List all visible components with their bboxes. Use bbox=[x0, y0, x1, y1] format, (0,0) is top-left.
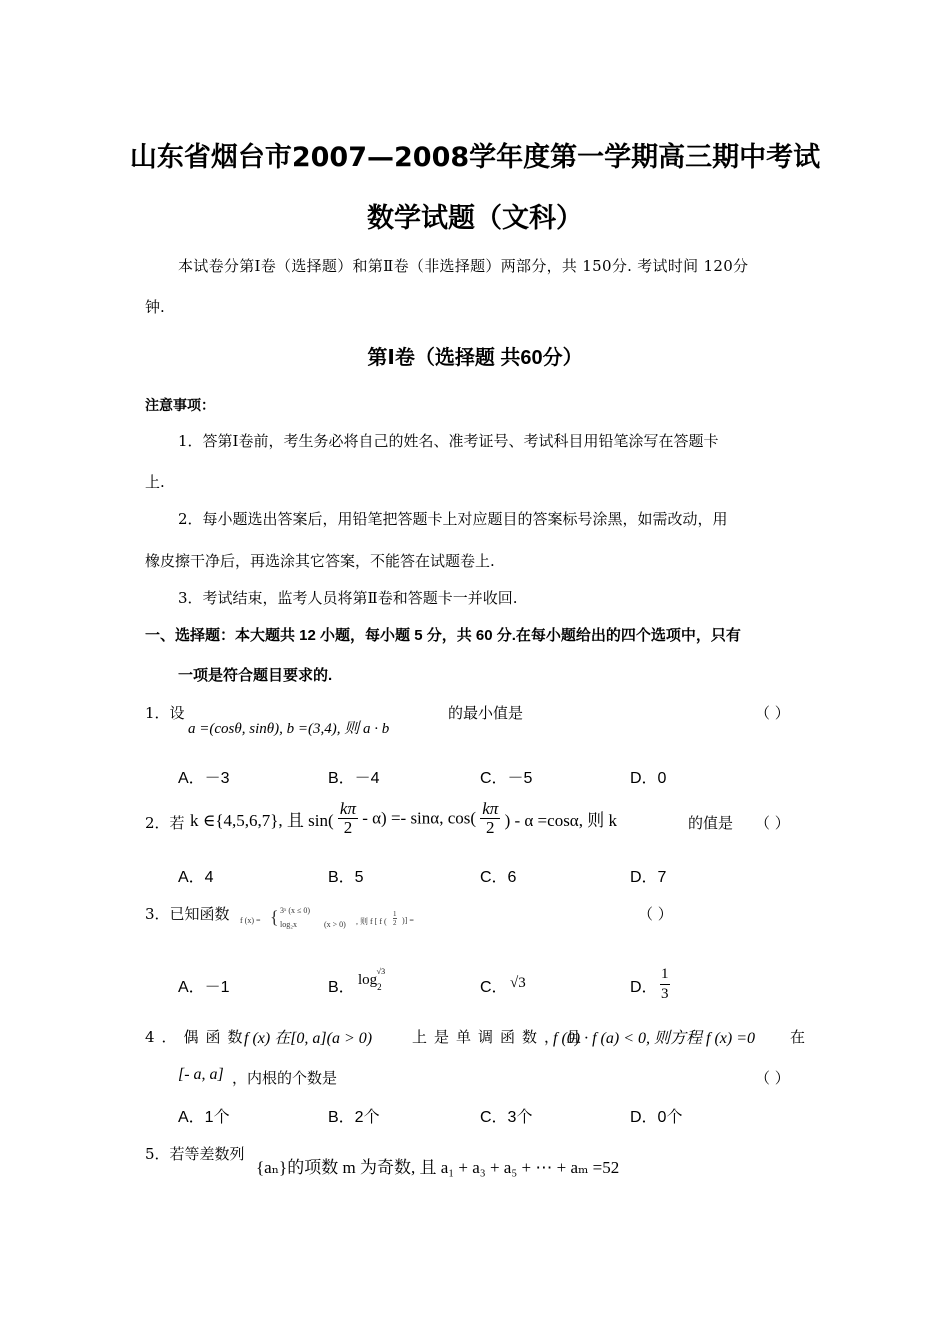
q3-option-b-value bbox=[358, 967, 390, 992]
q4-option-a: A．1个 bbox=[178, 1109, 230, 1126]
q1-tail: 的最小值是 bbox=[448, 704, 524, 722]
q1-number: 1．设 bbox=[145, 704, 185, 722]
q3-option-d-fraction bbox=[660, 965, 670, 1004]
q1-option-c: C．－5 bbox=[480, 770, 533, 787]
q3-number: 3．已知函数 bbox=[145, 905, 230, 923]
q3-option-d-den: 3 bbox=[661, 986, 669, 1002]
q3-option-c-label: C． bbox=[480, 979, 508, 996]
q1-bracket: （ ） bbox=[755, 704, 790, 722]
q5-number: 5．若等差数列 bbox=[145, 1145, 245, 1163]
q1-option-a: A．－3 bbox=[178, 770, 230, 787]
q4-option-d: D．0个 bbox=[630, 1109, 683, 1126]
q4-line-1-formula-1: f (x) 在[0, a](a > 0) bbox=[244, 1030, 373, 1047]
q4-option-c: C．3个 bbox=[480, 1109, 533, 1126]
q3-fraction bbox=[393, 910, 397, 927]
q2-fraction-1-num: kπ bbox=[339, 799, 356, 818]
intro-line-1: 本试卷分第Ⅰ卷（选择题）和第Ⅱ卷（非选择题）两部分，共 150分. 考试时间 120分 bbox=[178, 257, 749, 275]
q3-bracket: （ ） bbox=[638, 905, 673, 923]
q2-option-a: A．4 bbox=[178, 869, 214, 886]
q3-option-b-sup: √3 bbox=[376, 967, 386, 976]
q3-case-1: 3ˣ (x ≤ 0) bbox=[280, 906, 311, 915]
q4-line-1-formula-2: f (0) · f (a) < 0, 则方程 f (x) =0 bbox=[553, 1030, 756, 1047]
q3-option-d-label: D． bbox=[630, 979, 658, 996]
q4-line-2-formula: [- a, a] bbox=[178, 1066, 224, 1083]
q3-option-b-base: log bbox=[358, 972, 378, 988]
q3-formula-tail: , 则 f [ f ( bbox=[356, 917, 387, 926]
q5-formula: {aₙ}的项数 m 为奇数, 且 a₁ + a₃ + a₅ + ⋯ + aₘ =52 bbox=[256, 1158, 620, 1177]
q3-option-b-sub: 2 bbox=[377, 982, 382, 992]
q3-formula-lhs: f (x) = bbox=[240, 916, 261, 925]
q2-fraction-1-den: 2 bbox=[343, 817, 353, 837]
q1-option-d: D．0 bbox=[630, 770, 667, 787]
q2-formula-b: - α) =- sinα, cos( bbox=[362, 808, 477, 828]
document-title: 山东省烟台市2007—2008学年度第一学期高三期中考试 bbox=[129, 142, 821, 173]
q3-brace: { bbox=[270, 907, 279, 927]
q3-case-2-cond: (x > 0) bbox=[324, 920, 346, 929]
notes-heading: 注意事项： bbox=[145, 397, 215, 413]
q3-option-b-label: B． bbox=[328, 979, 355, 996]
q4-line-1-a: 4．偶函数 bbox=[145, 1028, 250, 1046]
section1-line-1: 一、选择题：本大题共 12 小题，每小题 5 分，共 60 分.在每小题给出的四个选项中，只有 bbox=[145, 627, 741, 644]
q3-option-d-num: 1 bbox=[660, 965, 670, 985]
q2-fraction-2-num: kπ bbox=[482, 799, 499, 818]
document-subtitle: 数学试题（文科） bbox=[367, 203, 583, 234]
q2-bracket: （ ） bbox=[755, 814, 790, 832]
q2-fraction-2 bbox=[480, 800, 500, 837]
q4-line-1-c: 在 bbox=[790, 1028, 806, 1046]
q2-tail: 的值是 bbox=[688, 814, 734, 832]
q1-option-b: B．－4 bbox=[328, 770, 380, 787]
q1-formula: a =(cosθ, sinθ), b =(3,4), 则 a · b bbox=[188, 721, 390, 737]
q3-formula-end: )] = bbox=[402, 916, 414, 925]
q2-formula-c: ) - α =cosα, 则 k bbox=[504, 810, 617, 830]
q4-line-2-text: ，内根的个数是 bbox=[232, 1069, 338, 1087]
q3-fraction-num: 1 bbox=[393, 910, 397, 918]
q2-fraction-2-den: 2 bbox=[486, 817, 495, 837]
q2-fraction-1 bbox=[338, 800, 358, 837]
q4-bracket: （ ） bbox=[755, 1069, 790, 1087]
note-1-line-2: 上. bbox=[145, 473, 165, 491]
q2-option-b: B．5 bbox=[328, 869, 364, 886]
intro-line-2: 钟. bbox=[145, 298, 165, 316]
q3-option-a: A．－1 bbox=[178, 979, 230, 996]
q3-case-2-fn: log₂x bbox=[280, 920, 298, 929]
q3-fraction-den: 2 bbox=[393, 919, 397, 927]
note-3: 3．考试结束，监考人员将第Ⅱ卷和答题卡一并收回. bbox=[178, 589, 518, 607]
q3-option-c-value: √3 bbox=[510, 975, 526, 991]
section1-line-2: 一项是符合题目要求的. bbox=[178, 667, 333, 684]
note-1-line-1: 1．答第Ⅰ卷前，考生务必将自己的姓名、准考证号、考试科目用铅笔涂写在答题卡 bbox=[178, 432, 719, 450]
note-2-line-2: 橡皮擦干净后，再选涂其它答案，不能答在试题卷上. bbox=[145, 552, 495, 570]
q2-option-d: D．7 bbox=[630, 869, 667, 886]
q2-formula-a: k ∈{4,5,6,7}, 且 sin( bbox=[190, 810, 334, 830]
note-2-line-1: 2．每小题选出答案后，用铅笔把答题卡上对应题目的答案标号涂黑，如需改动，用 bbox=[178, 510, 728, 528]
q4-option-b: B．2个 bbox=[328, 1109, 380, 1126]
q2-formula bbox=[190, 800, 617, 837]
part1-title: 第Ⅰ卷（选择题 共60分） bbox=[367, 347, 583, 369]
q2-number: 2．若 bbox=[145, 814, 185, 832]
q2-option-c: C．6 bbox=[480, 869, 517, 886]
q4-line-1-b: 上是单调函数，且 bbox=[412, 1028, 589, 1046]
